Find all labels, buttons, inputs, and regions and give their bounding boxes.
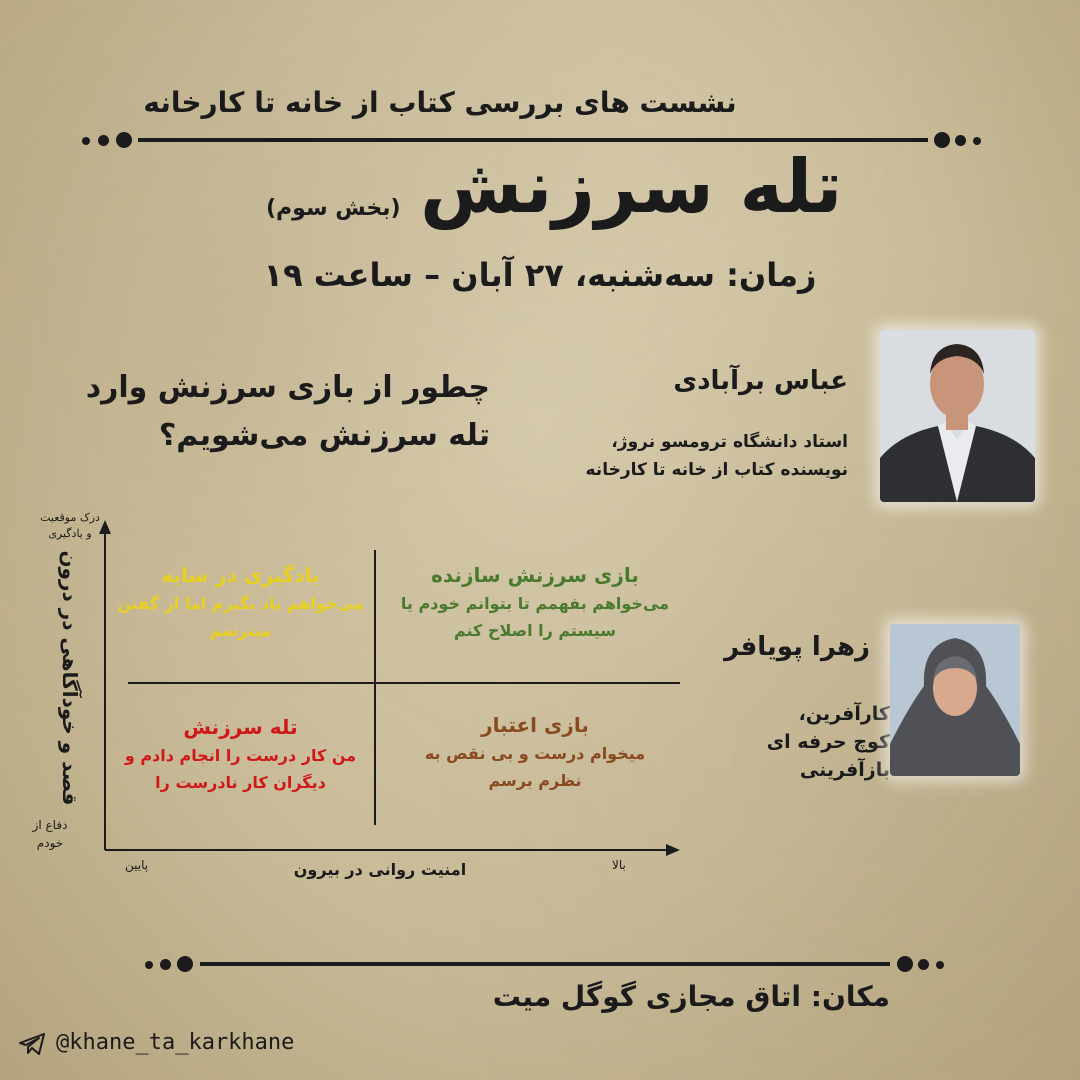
x-axis-low-label: پایین [125,858,149,872]
quadrant-bottom-right [385,710,685,794]
quadrant-bottom-left [108,712,373,796]
quadrant-top-right [385,560,685,644]
speaker-role-line: کارآفرین، [798,703,890,725]
series-title: نشست های بررسی کتاب از خانه تا کارخانه [143,86,737,119]
speaker-role-line: کوچ حرفه ای [766,731,890,753]
speaker-name: عباس برآبادی [673,366,848,396]
y-axis-bottom-label-line: دفاع از [32,818,68,832]
quadrant-text: نظرم برسم [488,771,582,790]
telegram-icon [18,1032,46,1056]
y-axis-top-label-line: درک موقعیت [40,511,100,524]
quadrant-text: سیستم را اصلاح کنم [453,621,617,640]
question-line: تله سرزنش می‌شویم؟ [158,418,490,453]
event-venue: مکان: اتاق مجازی گوگل میت [492,980,890,1013]
quadrant-title: تله سرزنش [183,715,298,739]
quadrant-title: بازی اعتبار [481,713,589,737]
quadrant-text: می‌خواهم یاد بگیرم اما از گفتن [117,594,364,613]
speaker-role-line: نویسنده کتاب از خانه تا کارخانه [585,460,848,480]
speaker-role-line: بازآفرینی [799,759,890,781]
event-time: زمان: سه‌شنبه، ۲۷ آبان – ساعت ۱۹ [263,256,817,294]
divider-dot [897,956,913,972]
divider-dot [177,956,193,972]
quadrant-text: میترسم [209,621,272,640]
quadrant-title: بازی سرزنش سازنده [431,563,639,587]
divider-dot [936,961,944,969]
y-axis-bottom-label-line: خودم [36,836,64,850]
quadrant-text: می‌خواهم بفهمم تا بتوانم خودم یا [400,594,670,613]
main-title: تله سرزنش [420,144,843,230]
quadrant-text: دیگران کار نادرست را [155,773,326,792]
quadrant-text: من کار درست را انجام دادم و [124,746,357,765]
y-axis-arrow [99,520,111,534]
x-axis-label: امنیت روانی در بیرون [293,860,467,879]
divider-dot [145,961,153,969]
question-line: چطور از بازی سرزنش وارد [85,370,490,405]
y-axis-top-label-line: و یادگیری [48,527,92,540]
x-axis-arrow [666,844,680,856]
quadrant-top-left [108,560,373,644]
divider-dot [160,959,171,970]
y-axis-label: قصد و خودآگاهی در درون [58,550,82,806]
part-label: (بخش سوم) [266,196,401,221]
speaker-role-line: استاد دانشگاه ترومسو نروژ، [611,432,848,452]
quadrant-title: یادگیری در سایه [161,563,320,587]
divider-dot [918,959,929,970]
bottom-divider [200,962,890,966]
quadrant-text: میخوام درست و بی نقص به [424,744,646,763]
x-axis-high-label: بالا [612,858,626,872]
speaker-name: زهرا پویافر [724,632,870,662]
social-handle[interactable]: @khane_ta_karkhane [56,1030,295,1055]
